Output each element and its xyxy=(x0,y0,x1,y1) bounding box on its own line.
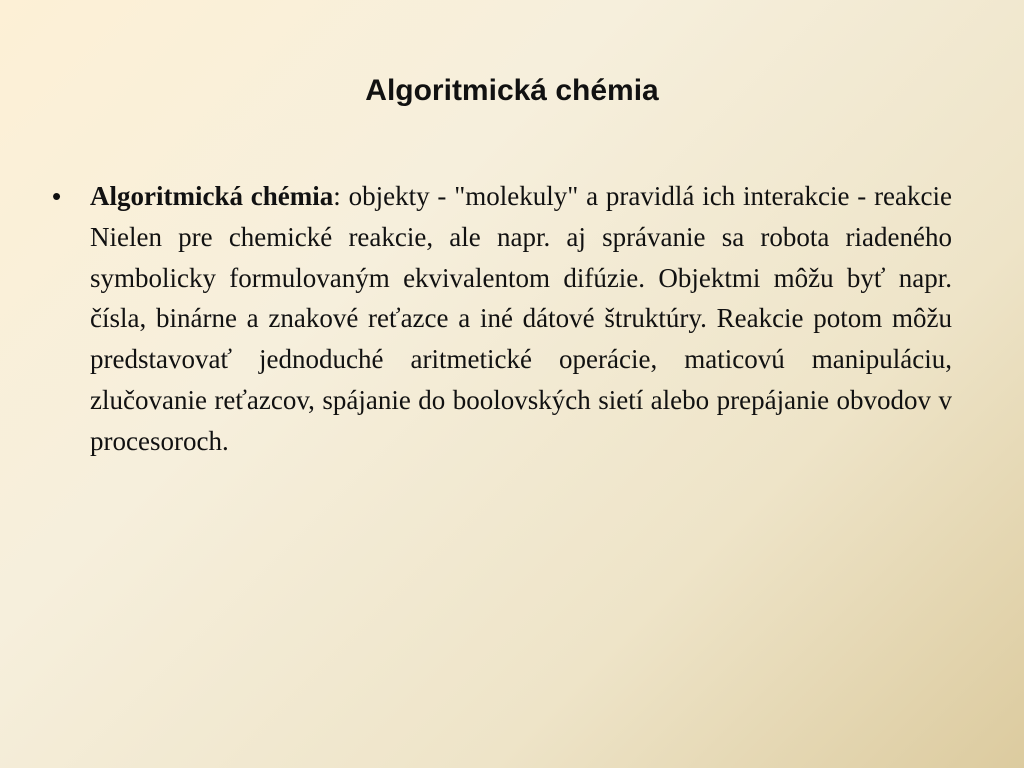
bullet-marker: • xyxy=(52,181,62,211)
bullet-text: objekty - "molekuly" a pravidlá ich interakcie - reakcie Nielen pre chemické reakcie, ale napr. aj správanie sa robota riadeného symbolicky formulovaným ekvivalentom difúzie. Objektmi môžu byť napr. čísla, binárne a znakové reťazce a iné dátové štruktúry. Reakcie potom môžu predstavovať jednoduché aritmetické operácie, maticovú manipuláciu, zlučovanie reťazcov, spájanie do boolovských sietí alebo prepájanie obvodov v procesoroch. xyxy=(90,181,952,456)
bullet-list xyxy=(52,176,952,462)
bullet-term: Algoritmická chémia xyxy=(90,181,334,211)
bullet-separator: : xyxy=(333,181,341,211)
slide-title: Algoritmická chémia xyxy=(365,74,659,107)
bullet-item xyxy=(52,176,952,462)
